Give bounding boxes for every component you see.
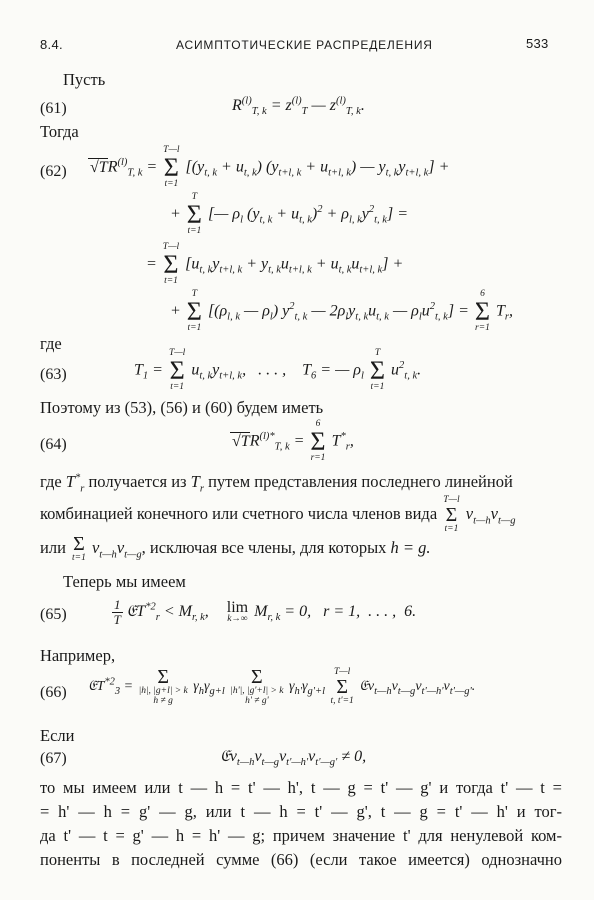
- text-gde-2a: где: [40, 472, 62, 491]
- equation-64: $√TR^{(l)*}_{T, k}$ = 6 Σ r=1 $T^*_r$,: [232, 419, 354, 464]
- text-naprimer: Например,: [40, 646, 116, 665]
- paragraph-line-2: = h' — h = g' — g, или t — h = t' — g', t — g = t' — h' и тог-: [40, 802, 562, 821]
- running-title: АСИМПТОТИЧЕСКИЕ РАСПРЕДЕЛЕНИЯ: [176, 38, 433, 52]
- equation-61: $R^{(l)}_{T, k} = z^{(l)}_T$ — $z^{(l)}_{T, k}$.: [232, 95, 365, 118]
- paragraph-line-4: поненты в последней сумме (66) (если такое имеется) однозначно: [40, 850, 562, 869]
- eq-number-66: (66): [40, 684, 67, 701]
- text-gde-2b: получается из: [88, 472, 187, 491]
- text-esli: Если: [40, 726, 75, 745]
- page-number: 533: [526, 36, 549, 51]
- equation-62-line1: $√TR^{(l)}_{T, k}$ = T—l Σ t=1 [$(y_{t, k} + u_{t, k}) (y_{t+l, k} + u_{t+l, k})$ — $y_{t, k}y_{t+l, k}$] +: [90, 145, 450, 190]
- text-teper: Теперь мы имеем: [63, 572, 186, 591]
- equation-65: $\frac{1}{T}$ 𝔈T$^{*2}_r$ < $M_{r, k}$, lim k→∞ $M_{r, k} = 0$, r = 1, . . . , 6.: [113, 597, 417, 627]
- eq-number-65: (65): [40, 606, 67, 623]
- equation-66: 𝔈T$^{*2}_3$ = Σ |h|, |g+l| > k h ≠ g $\gamma_h\gamma_{g+l}$ Σ |h'|, |g'+l| > k h' ≠ g' $\gamma_{h'}\gamma_{g'+l}$ T—l Σ t, t'=1 $𝔈v_{t—h}v_{t—g}v_{t'—h'}v_{t'—g'}$.: [88, 666, 476, 706]
- text-kombinaciey: комбинацией конечного или счетного числа членов вида T—l Σ t=1 $v_{t—h}v_{t—g}$: [40, 495, 516, 534]
- equation-67: $𝔈v_{t—h}v_{t—g}v_{t'—h'}v_{t'—g'} \ne 0$,: [220, 748, 367, 769]
- eq-number-62: (62): [40, 163, 67, 180]
- eq-number-61: (61): [40, 100, 67, 117]
- section-number: 8.4.: [40, 37, 63, 52]
- eq-number-67: (67): [40, 750, 67, 767]
- equation-62-line3: = T—l Σ t=1 $[u_{t, k}y_{t+l, k} + y_{t, k}u_{t+l, k} + u_{t, k}u_{t+l, k}]$ +: [146, 242, 404, 287]
- text-gde-2c: путем представления последнего линейной: [208, 472, 513, 491]
- text-pust: Пусть: [63, 70, 106, 89]
- paragraph-line-3: да t' — t = g' — h = h' — g; причем значение t' для ненулевой ком-: [40, 826, 562, 845]
- text-poetomu: Поэтому из (53), (56) и (60) будем иметь: [40, 398, 324, 417]
- text-ili: или Σ t=1 $v_{t—h}v_{t—g}$, исключая все члены, для которых h = g.: [40, 533, 431, 563]
- eq-number-63: (63): [40, 366, 67, 383]
- text-kombinaciey-label: комбинацией конечного или счетного числа членов вида: [40, 503, 438, 523]
- text-gde-1: где: [40, 334, 62, 353]
- text-isklyuchaya: , исключая все члены, для которых: [141, 538, 387, 558]
- equation-63: $T_1$ = T—l Σ t=1 $u_{t, k}y_{t+l, k}$, . . . , $T_6$ = — $\rho_l$ T Σ t=1 $u^2_{t, k}$.: [134, 348, 422, 393]
- text-gde-2: где $T^*_r$ получается из $T_r$ путем представления последнего линейной: [40, 472, 513, 495]
- equation-62-line4: + T Σ t=1 [($\rho_{l, k}$ — $\rho_l$) $y^2_{t, k}$ — $2\rho_ly_{t, k}u_{t, k}$ — $\rho_lu^2_{t, k}$] = 6 Σ r=1 $T_r$,: [170, 289, 514, 334]
- equation-62-line2: + T Σ t=1 [— $\rho_l$ $(y_{t, k} + u_{t, k})^2 + \rho_{l, k}y^2_{t, k}$] =: [170, 192, 408, 237]
- text-ili-label: или: [40, 538, 66, 558]
- text-togda: Тогда: [40, 122, 79, 141]
- paragraph-line-1: то мы имеем или t — h = t' — h', t — g = t' — g' и тогда t' — t =: [40, 778, 562, 797]
- eq-number-64: (64): [40, 436, 67, 453]
